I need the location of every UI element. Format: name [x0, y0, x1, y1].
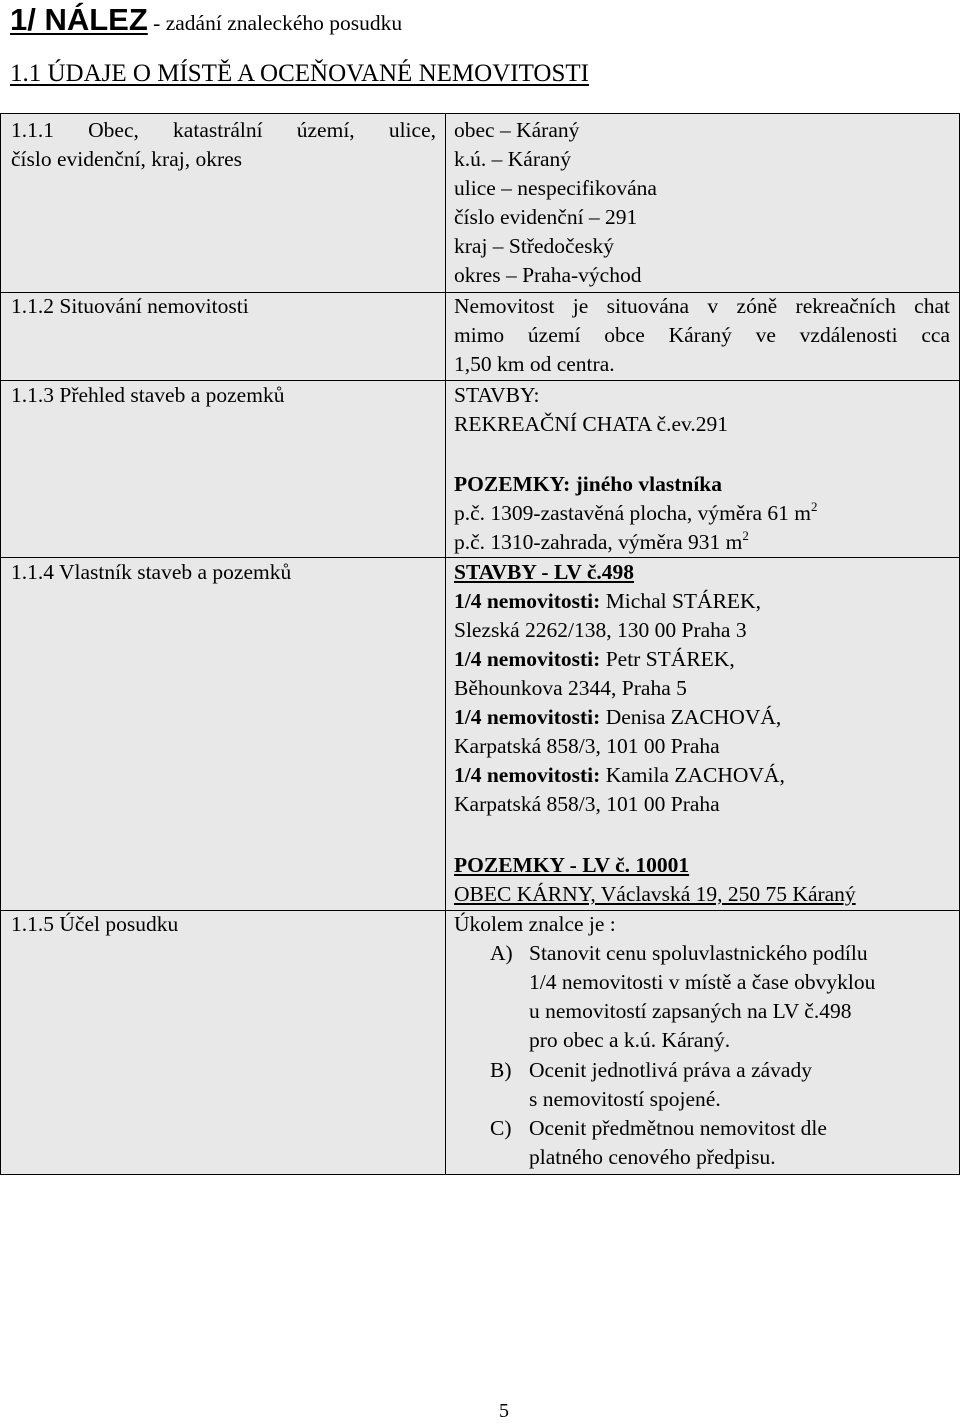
purpose-line: 1/4 nemovitosti v místě a čase obvyklou	[529, 970, 876, 994]
purpose-line: Ocenit jednotlivá práva a závady	[529, 1058, 812, 1082]
row-label: 1.1.2 Situování nemovitosti	[11, 294, 249, 318]
row-label: 1.1.5 Účel posudku	[11, 912, 179, 936]
title-separator: -	[147, 11, 166, 35]
owner-line: 1/4 nemovitosti: Denisa ZACHOVÁ,	[454, 705, 782, 729]
pozemky-title: POZEMKY: jiného vlastníka	[454, 472, 722, 496]
parcel-item: p.č. 1309-zastavěná plocha, výměra 61 $m^2$	[454, 499, 818, 525]
owner-line: 1/4 nemovitosti: Michal STÁREK,	[454, 589, 761, 613]
purpose-letter: A)	[490, 941, 513, 965]
value-obec: obec – Káraný	[454, 118, 580, 142]
purpose-line: platného cenového předpisu.	[529, 1145, 776, 1169]
stavby-item: REKREAČNÍ CHATA č.ev.291	[454, 412, 728, 436]
purpose-letter: C)	[490, 1116, 512, 1140]
owner-address: Karpatská 858/3, 101 00 Praha	[454, 734, 720, 758]
row-label: 1.1.3 Přehled staveb a pozemků	[11, 383, 285, 407]
purpose-line: u nemovitostí zapsaných na LV č.498	[529, 999, 852, 1023]
value-okres: okres – Praha-východ	[454, 263, 642, 287]
owner-line: 1/4 nemovitosti: Petr STÁREK,	[454, 647, 735, 671]
owner-address: Slezská 2262/138, 130 00 Praha 3	[454, 618, 747, 642]
situation-line: 1,50 km od centra.	[454, 352, 615, 376]
stavby-title: STAVBY:	[454, 383, 540, 407]
value-ku: k.ú. – Káraný	[454, 147, 572, 171]
pozemky-owner: OBEC KÁRNY, Václavská 19, 250 75 Káraný	[454, 882, 856, 906]
value-cislo: číslo evidenční – 291	[454, 205, 638, 229]
value-ulice: ulice – nespecifikována	[454, 176, 657, 200]
pozemky-lv: POZEMKY - LV č. 10001	[454, 853, 690, 877]
row-label: 1.1.4 Vlastník staveb a pozemků	[11, 560, 292, 584]
purpose-line: s nemovitostí spojené.	[529, 1087, 721, 1111]
purpose-line: Ocenit předmětnou nemovitost dle	[529, 1116, 827, 1140]
row-label-cont: číslo evidenční, kraj, okres	[11, 147, 243, 171]
value-kraj: kraj – Středočeský	[454, 234, 615, 258]
row-label: 1.1.1 Obec, katastrální území, ulice,	[11, 118, 436, 142]
purpose-line: Stanovit cenu spoluvlastnického podílu	[529, 941, 868, 965]
purpose-line: pro obec a k.ú. Káraný.	[529, 1028, 731, 1052]
title-subtitle: zadání znaleckého posudku	[165, 11, 403, 35]
stavby-lv: STAVBY - LV č.498	[454, 560, 635, 584]
owner-address: Karpatská 858/3, 101 00 Praha	[454, 792, 720, 816]
property-info-table	[0, 113, 960, 1175]
parcel-item: p.č. 1310-zahrada, výměra 931 $m^2$	[454, 528, 749, 554]
owner-line: 1/4 nemovitosti: Kamila ZACHOVÁ,	[454, 763, 785, 787]
document-title	[10, 2, 402, 38]
owner-address: Běhounkova 2344, Praha 5	[454, 676, 687, 700]
purpose-intro: Úkolem znalce je :	[454, 912, 616, 936]
situation-line: mimo území obce Káraný ve vzdálenosti cca	[454, 323, 950, 347]
purpose-letter: B)	[490, 1058, 512, 1082]
column-divider	[445, 114, 446, 1174]
title-main: 1/ NÁLEZ	[10, 2, 148, 37]
page-number: 5	[499, 1400, 509, 1422]
situation-line: Nemovitost je situována v zóně rekreačních chat	[454, 294, 950, 318]
section-heading: 1.1 ÚDAJE O MÍSTĚ A OCEŇOVANÉ NEMOVITOSTI	[10, 60, 589, 87]
